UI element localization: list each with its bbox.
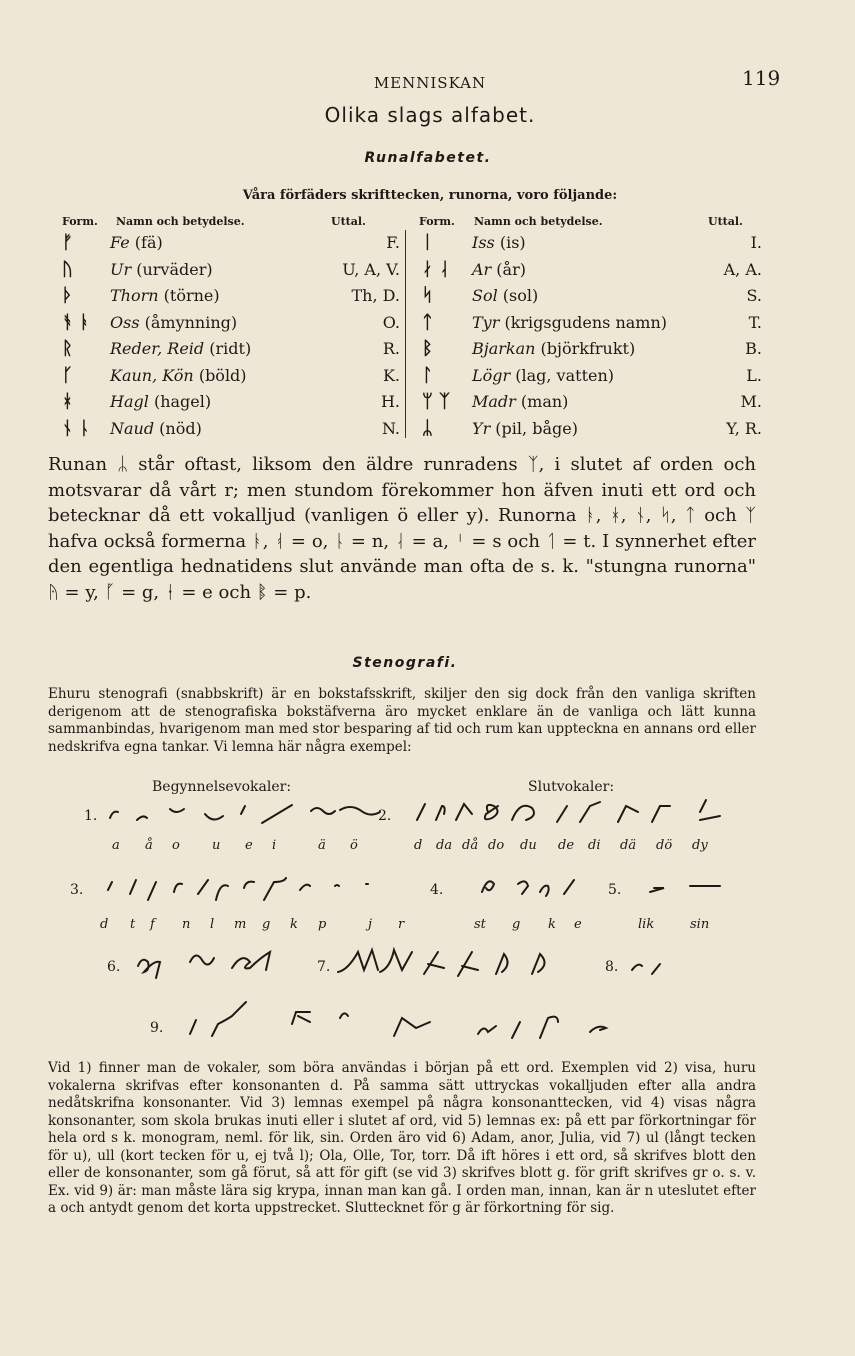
rune-meaning: (urväder) — [131, 259, 213, 279]
rune-meaning: (åmynning) — [139, 312, 238, 332]
rune-meaning: (ridt) — [204, 339, 252, 358]
left-rune-glyph: ᚢ — [62, 258, 73, 280]
left-rune-name — [110, 366, 247, 385]
steno-letter: do — [488, 838, 505, 853]
steno-letter: de — [558, 838, 575, 853]
example-number-2: 2. — [378, 808, 392, 824]
left-rune-name — [110, 260, 213, 279]
steno-letter: st — [474, 917, 486, 932]
steno-letter: ä — [318, 838, 326, 853]
steno-letter: n — [182, 917, 191, 932]
rune-meaning: (man) — [515, 392, 569, 411]
rune-meaning: (pil, båge) — [490, 418, 578, 438]
right-rune-uttal: I. — [750, 233, 762, 252]
rune-meaning: (fä) — [129, 233, 163, 252]
steno-letter: p — [318, 917, 327, 932]
right-rune-name — [472, 233, 526, 252]
steno-letter: da — [436, 838, 453, 853]
steno-closing-paragraph: Vid 1) finner man de vokaler, som böra användas i början på ett ord. Exemplen vid 2) visa, huru vokalerna skrifvas efter konsonanten d. På samma sätt uttryckas vokalljuden efter alla andra nedåtskrifna konsonanter. Vid 3) lemnas exempel på några konsonanttecken, vid 4) visas några konsonanter, som skola brukas inuti eller i slutet af ord, vid 5) lemnas ex: på ett par förkortningar för hela ord s k. monogram, neml. för lik, sin. Orden äro vid 6) Adam, anor, Julia, vid 7) ul (långt tecken för u), ull (kort tecken för u, ej två l); Ola, Olle, Tor, torr. Då ift höres i ett ord, så skrifves blott den eller de konsonanter, som gå förut, så att för gift (se vid 3) skrifves blott g. för grift skrifves gr o. s. v. Ex. vid 9) är: man måste lära sig krypa, innan man kan gå. I orden man, innan, kan är n uteslutet efter a och antydt genom det korta uppstrecket. Sluttecknet för g är förkortning för sig. — [48, 1060, 756, 1216]
rune-name-italic: Lögr — [472, 365, 511, 385]
right-rune-uttal: M. — [740, 392, 762, 411]
left-rune-glyph: ᚬ ᚭ — [62, 311, 90, 333]
steno-letter: å — [145, 838, 153, 853]
rune-name-italic: Hagl — [110, 392, 149, 411]
col-head-form-right: Form. — [419, 215, 455, 228]
left-rune-uttal: O. — [382, 312, 400, 332]
example-number-1: 1. — [84, 808, 98, 824]
left-rune-uttal: F. — [386, 233, 400, 252]
right-rune-name — [472, 286, 538, 305]
right-rune-glyph: ᛘ ᛉ — [422, 391, 450, 412]
rune-name-italic: Ur — [110, 259, 132, 279]
steno-letter: r — [398, 917, 405, 932]
left-rune-glyph: ᚾ ᚿ — [62, 417, 90, 439]
rune-name-italic: Iss — [472, 233, 495, 252]
right-rune-name — [472, 339, 635, 358]
example-number-5: 5. — [608, 882, 622, 898]
page-title: Olika slags alfabet. — [324, 103, 536, 127]
label-end-vowels: Slutvokaler: — [528, 779, 615, 795]
col-head-name-left: Namn och betydelse. — [116, 215, 245, 228]
rune-name-italic: Naud — [110, 418, 155, 438]
right-rune-name — [472, 313, 667, 332]
left-rune-name — [110, 339, 251, 358]
left-rune-uttal: N. — [381, 418, 400, 438]
steno-section-title: Stenografi. — [352, 655, 458, 671]
rune-name-italic: Tyr — [472, 312, 500, 332]
rune-meaning: (törne) — [158, 286, 220, 305]
right-rune-uttal: S. — [746, 286, 762, 305]
column-divider — [405, 230, 406, 438]
left-rune-name — [110, 286, 220, 305]
left-rune-name — [110, 233, 163, 252]
steno-letter: dy — [692, 838, 708, 853]
example-number-7: 7. — [317, 959, 331, 975]
steno-letter: dö — [656, 838, 673, 853]
rune-name-italic: Sol — [472, 286, 498, 305]
steno-letter: k — [290, 917, 298, 932]
steno-letter: o — [172, 838, 180, 853]
steno-letter: m — [234, 917, 247, 932]
steno-letter: g — [262, 917, 271, 932]
rune-meaning: (is) — [494, 233, 526, 252]
rune-meaning: (krigsgudens namn) — [499, 312, 668, 332]
right-rune-glyph: ᛒ — [422, 338, 433, 359]
example-number-4: 4. — [430, 882, 444, 898]
rune-name-italic: Madr — [472, 392, 516, 411]
page-number: 119 — [742, 66, 781, 90]
runic-intro: Våra förfäders skrifttecken, runorna, voro följande: — [242, 188, 618, 203]
stenography-examples-drawing — [0, 790, 855, 1060]
steno-letter: l — [210, 917, 215, 932]
left-rune-uttal: U, A, V. — [342, 259, 400, 279]
steno-letter: dä — [620, 838, 637, 853]
steno-letter: k — [548, 917, 556, 932]
steno-letter: d — [414, 838, 423, 853]
rune-meaning: (sol) — [497, 286, 539, 305]
left-rune-glyph: ᚱ — [62, 338, 73, 359]
rune-name-italic: Ar — [472, 259, 492, 279]
steno-letter: f — [150, 917, 155, 932]
left-rune-name — [110, 419, 202, 438]
runic-paragraph: Runan ᛦ står oftast, liksom den äldre runradens ᛉ, i slutet af orden och motsvarar då vårt r; men stundom förekommer hon äfven inuti ett ord och betecknar då ett vokalljud (vanligen ö eller y). Runorna ᚭ, ᚼ, ᚾ, ᛋ, ᛏ och ᛉ hafva också formerna ᚭ, ᚮ = o, ᚿ = n, ᛆ = a, ᛌ = s och ᛐ = t. I synnerhet efter den egentliga hednatidens slut använde man ofta de s. k. "stungna runorna" ᚤ = y, ᚵ = g, ᛂ = e och ᛔ = p. — [48, 454, 756, 603]
right-rune-name — [472, 419, 578, 438]
example-number-8: 8. — [605, 959, 619, 975]
rune-meaning: (nöd) — [154, 418, 202, 438]
right-rune-glyph: ᛁ — [422, 232, 433, 253]
steno-letter: j — [368, 917, 373, 932]
left-rune-glyph: ᚴ — [62, 364, 73, 386]
right-rune-glyph: ᛚ — [422, 364, 433, 386]
left-rune-uttal: Th, D. — [351, 286, 400, 305]
left-rune-uttal: K. — [382, 365, 400, 385]
example-number-3: 3. — [70, 882, 84, 898]
steno-letter: i — [272, 838, 277, 853]
rune-meaning: (år) — [491, 259, 526, 279]
running-title: MENNISKAN — [373, 74, 487, 92]
right-rune-uttal: L. — [746, 365, 762, 385]
steno-letter: g — [512, 917, 521, 932]
right-rune-glyph: ᛋ — [422, 285, 433, 306]
right-rune-glyph: ᛅ ᛆ — [422, 258, 450, 280]
left-rune-uttal: R. — [382, 339, 400, 358]
rune-meaning: (björkfrukt) — [535, 339, 636, 358]
steno-letter: du — [520, 838, 537, 853]
rune-meaning: (böld) — [193, 365, 247, 385]
col-head-uttal-right: Uttal. — [708, 215, 743, 228]
steno-letter: ö — [350, 838, 358, 853]
left-rune-uttal: H. — [380, 392, 400, 411]
steno-letter: u — [212, 838, 221, 853]
rune-name-italic: Thorn — [110, 286, 159, 305]
left-rune-name — [110, 313, 237, 332]
left-rune-glyph: ᚼ — [62, 391, 73, 412]
rune-name-italic: Reder, Reid — [110, 339, 205, 358]
rune-name-italic: Oss — [110, 312, 140, 332]
left-rune-name — [110, 392, 211, 411]
steno-letter: t — [130, 917, 136, 932]
right-rune-uttal: B. — [745, 339, 762, 358]
right-rune-uttal: T. — [748, 312, 762, 332]
right-rune-name — [472, 392, 568, 411]
steno-letter: e — [574, 917, 582, 932]
steno-letter: d — [100, 917, 109, 932]
steno-intro: Ehuru stenografi (snabbskrift) är en bokstafsskrift, skiljer den sig dock från den vanliga skriften derigenom att de stenografiska bokstäfverna äro mycket enklare än de vanliga och lätt kunna sammanbindas, hvarigenom man med stor besparing af tid och rum kan uppteckna en annans ord eller nedskrifva egna tankar. Vi lemna här några exempel: — [48, 686, 756, 755]
right-rune-name — [472, 366, 614, 385]
left-rune-glyph: ᚠ — [62, 232, 73, 253]
rune-name-italic: Yr — [472, 418, 491, 438]
runic-section-title: Runalfabetet. — [364, 150, 492, 166]
left-rune-glyph: ᚦ — [62, 285, 73, 306]
right-rune-uttal: A, A. — [723, 259, 762, 279]
right-rune-uttal: Y, R. — [726, 418, 762, 438]
right-rune-name — [472, 260, 526, 279]
steno-letter: di — [588, 838, 601, 853]
example-number-9: 9. — [150, 1020, 164, 1036]
rune-name-italic: Kaun, Kön — [110, 365, 194, 385]
steno-letter: e — [245, 838, 253, 853]
steno-letter: lik — [638, 917, 655, 932]
rune-name-italic: Fe — [110, 233, 130, 252]
rune-meaning: (hagel) — [148, 392, 212, 411]
steno-letter: a — [112, 838, 120, 853]
rune-meaning: (lag, vatten) — [510, 365, 615, 385]
steno-letter: då — [462, 838, 479, 853]
right-rune-glyph: ᛏ — [422, 311, 433, 333]
right-rune-glyph: ᛦ — [422, 417, 433, 439]
example-number-6: 6. — [107, 959, 121, 975]
col-head-uttal-left: Uttal. — [331, 215, 366, 228]
label-begin-vowels: Begynnelsevokaler: — [152, 779, 292, 795]
col-head-name-right: Namn och betydelse. — [474, 215, 603, 228]
rune-name-italic: Bjarkan — [472, 339, 536, 358]
steno-letter: sin — [690, 917, 710, 932]
col-head-form-left: Form. — [62, 215, 98, 228]
